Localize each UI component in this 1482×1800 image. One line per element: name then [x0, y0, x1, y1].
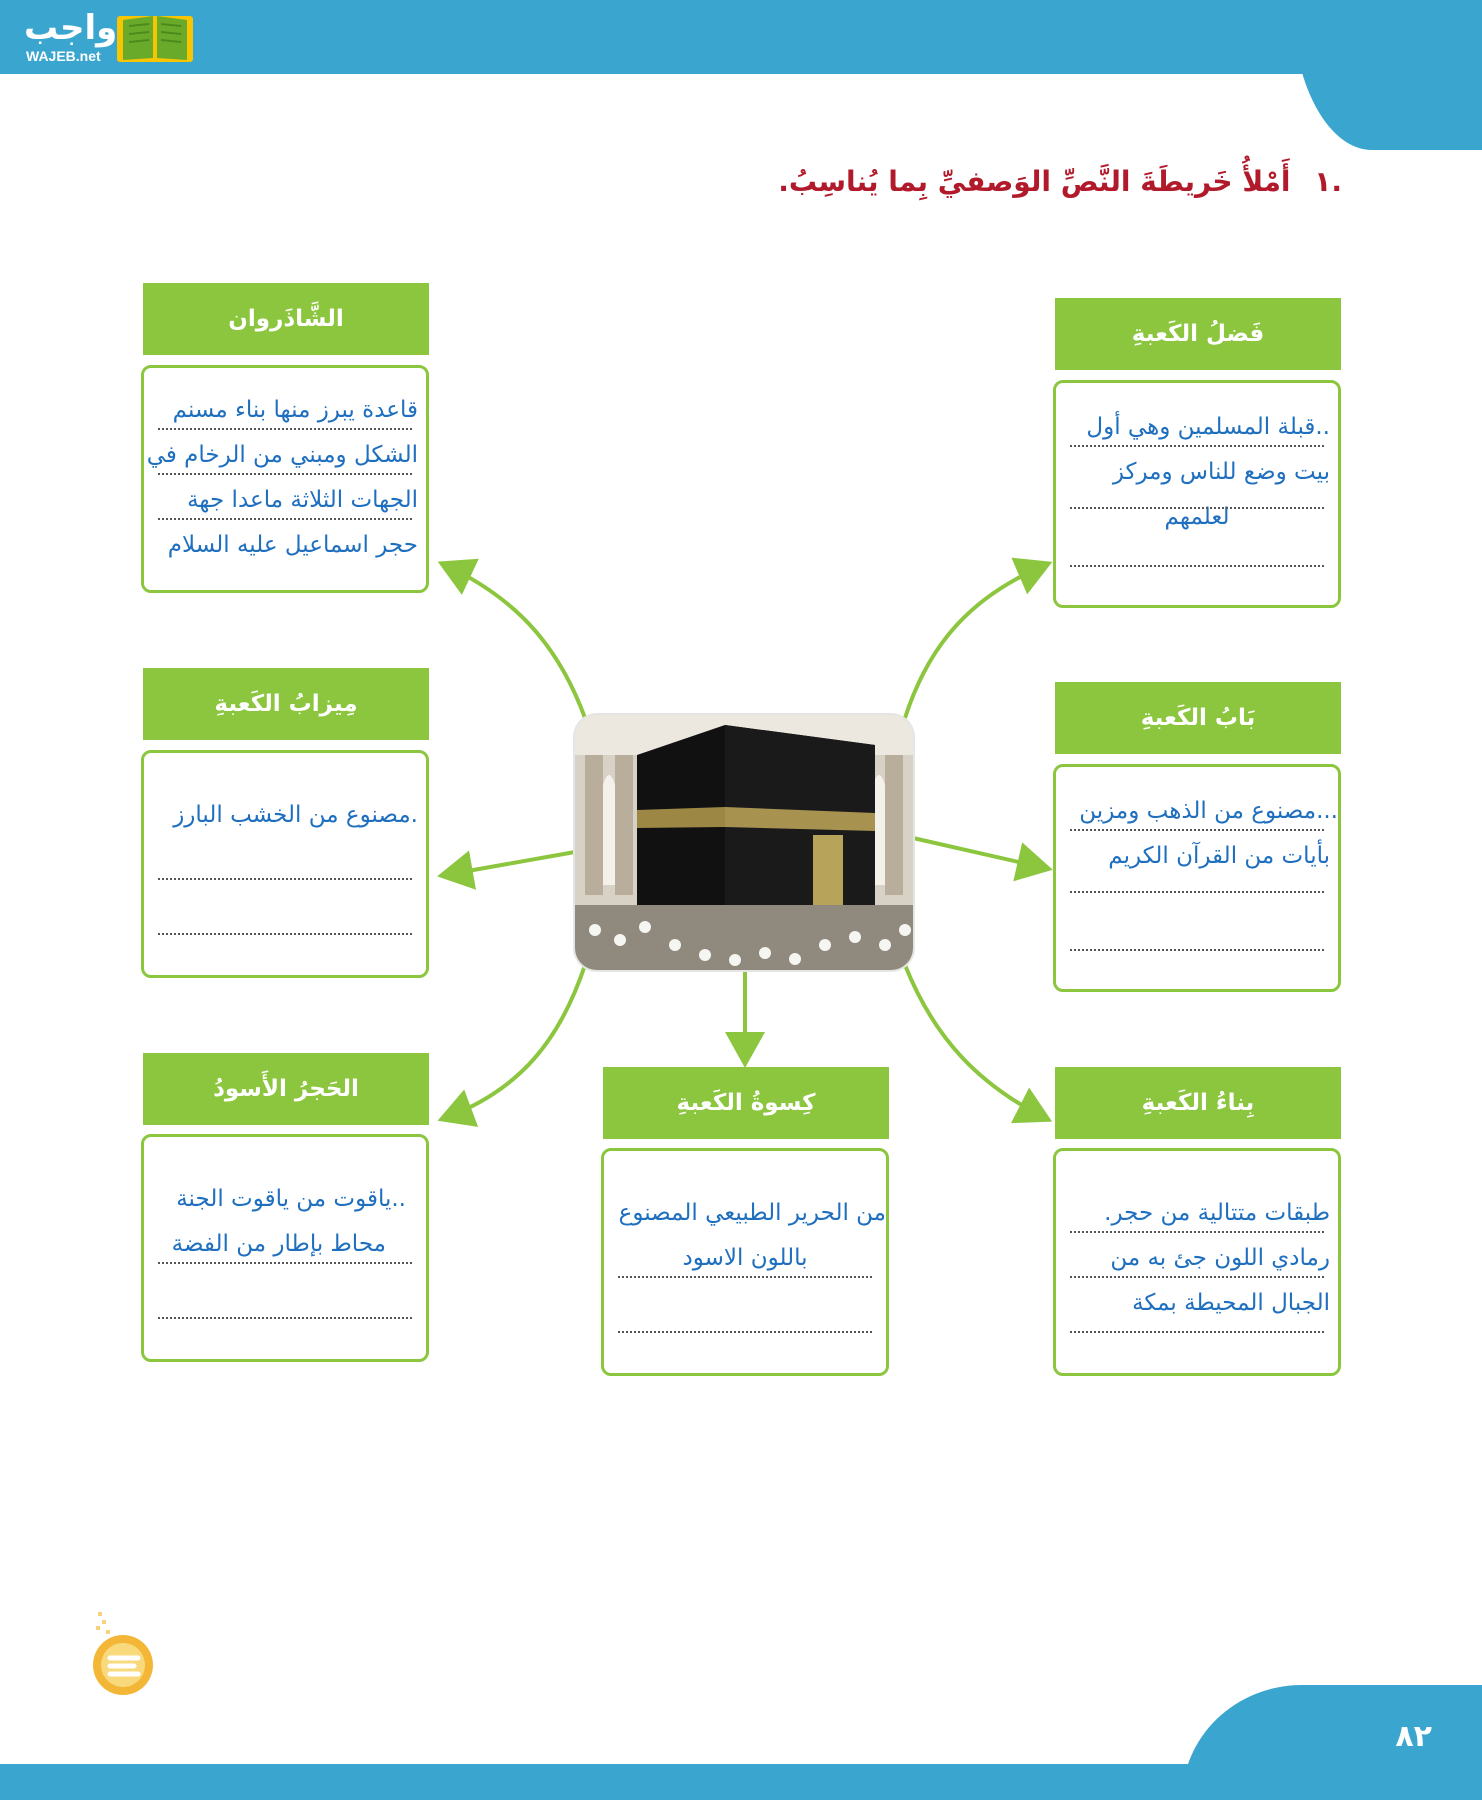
dotted-line — [1070, 507, 1324, 509]
dotted-line — [158, 428, 412, 430]
arrow-to-bab — [913, 838, 1045, 868]
book-icon — [115, 8, 195, 66]
dotted-line — [158, 518, 412, 520]
section-icon — [88, 1610, 158, 1700]
dotted-line — [1070, 1231, 1324, 1233]
dotted-line — [1070, 891, 1324, 893]
dotted-line — [158, 933, 412, 935]
answer-line: رمادي اللون جئ به من — [1110, 1245, 1330, 1271]
wajeb-logo[interactable] — [10, 6, 190, 66]
answer-line: قاعدة يبرز منها بناء مسنم — [172, 397, 418, 423]
arrow-to-shadharwan — [445, 565, 585, 718]
answer-line: الجبال المحيطة بمكة — [1132, 1290, 1330, 1316]
answer-line: باللون الاسود — [682, 1245, 808, 1271]
card-title-binaa: بِناءُ الكَعبةِ — [1055, 1067, 1341, 1139]
header-band — [0, 0, 1482, 74]
kaaba-photo — [575, 715, 913, 970]
card-title-kiswa: كِسوةُ الكَعبةِ — [603, 1067, 889, 1139]
answer-line: ..قبلة المسلمين وهي أول — [1086, 414, 1330, 440]
card-box-shadharwan[interactable] — [141, 365, 429, 593]
card-title-bab: بَابُ الكَعبةِ — [1055, 682, 1341, 754]
card-box-hajar[interactable] — [141, 1134, 429, 1362]
dotted-line — [618, 1276, 872, 1278]
card-title-shadharwan: الشَّاذَروان — [143, 283, 429, 355]
arrow-to-fadl — [905, 565, 1045, 718]
answer-line: لعلمهم — [1164, 504, 1230, 530]
answer-line: من الحرير الطبيعي المصنوع — [618, 1200, 886, 1226]
kaaba-illustration — [575, 715, 913, 970]
answer-line: ...مصنوع من الذهب ومزين — [1079, 798, 1338, 824]
card-box-fadl[interactable] — [1053, 380, 1341, 608]
footer-tab — [1182, 1685, 1482, 1800]
answer-line: بأيات من القرآن الكريم — [1108, 843, 1330, 869]
card-title-hajar: الحَجرُ الأَسودُ — [143, 1053, 429, 1125]
answer-line: ..ياقوت من ياقوت الجنة — [176, 1186, 406, 1212]
dotted-line — [1070, 1331, 1324, 1333]
dotted-line — [1070, 445, 1324, 447]
arrow-to-mizab — [445, 852, 575, 875]
page-number: ٨٢ — [1395, 1719, 1432, 1754]
dotted-line — [1070, 829, 1324, 831]
card-box-kiswa[interactable] — [601, 1148, 889, 1376]
logo-text-arabic: واجب — [24, 8, 118, 48]
card-box-mizab[interactable] — [141, 750, 429, 978]
answer-line: محاط بإطار من الفضة — [171, 1231, 386, 1257]
logo-text-english: WAJEB.net — [26, 48, 101, 64]
dotted-line — [158, 1317, 412, 1319]
dotted-line — [1070, 1276, 1324, 1278]
dotted-line — [618, 1331, 872, 1333]
card-box-binaa[interactable] — [1053, 1148, 1341, 1376]
dotted-line — [1070, 565, 1324, 567]
dotted-line — [1070, 949, 1324, 951]
card-title-fadl: فَضلُ الكَعبةِ — [1055, 298, 1341, 370]
answer-line: بيت وضع للناس ومركز — [1112, 459, 1330, 485]
answer-line: طبقات متتالية من حجر. — [1104, 1200, 1330, 1226]
answer-line: حجر اسماعيل عليه السلام — [167, 532, 418, 558]
card-box-bab[interactable] — [1053, 764, 1341, 992]
answer-line: الجهات الثلاثة ماعدا جهة — [187, 487, 418, 513]
answer-line: .مصنوع من الخشب البارز — [173, 802, 418, 828]
header-corner — [1292, 0, 1482, 150]
question-number: .١ — [1314, 165, 1342, 198]
question-text: أَمْلأُ خَريطَةَ النَّصِّ الوَصفيِّ بِما يُناسِبُ. — [778, 165, 1291, 198]
card-title-mizab: مِيزابُ الكَعبةِ — [143, 668, 429, 740]
dotted-line — [158, 1262, 412, 1264]
dotted-line — [158, 473, 412, 475]
dotted-line — [158, 878, 412, 880]
arrow-to-hajar — [445, 965, 585, 1118]
answer-line: الشكل ومبني من الرخام في — [146, 442, 418, 468]
question-title — [778, 165, 1342, 198]
arrow-to-binaa — [905, 965, 1045, 1118]
